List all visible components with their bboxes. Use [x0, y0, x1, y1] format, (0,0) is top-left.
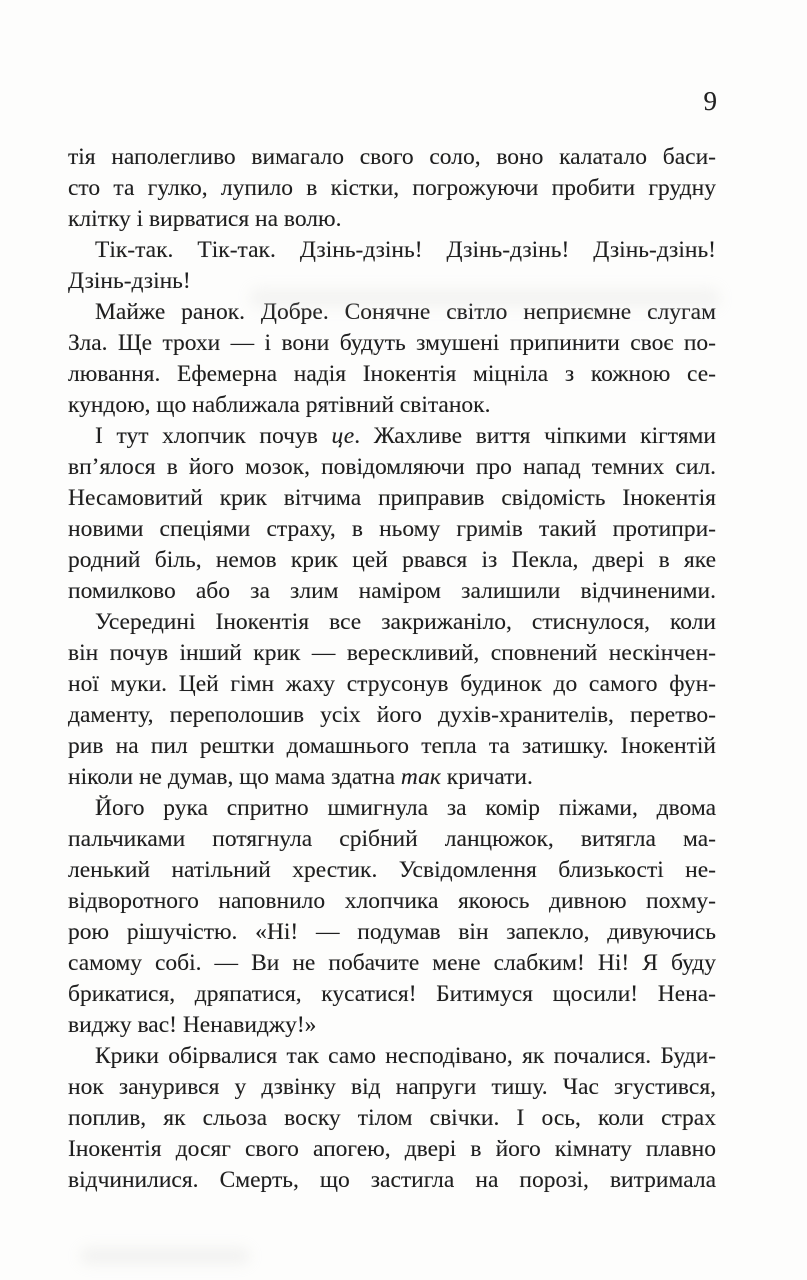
body-text — [68, 142, 716, 1196]
text-segment: Майже ранок. Добре. Сонячне світло неприємне слугам — [95, 299, 716, 325]
text-line — [68, 700, 716, 731]
text-segment: помилково або за злим наміром залишили відчиненими. — [68, 578, 716, 604]
text-line — [68, 328, 716, 359]
text-segment: тія наполегливо вимагало свого соло, воно калатало баси- — [68, 144, 716, 170]
text-line — [68, 886, 716, 917]
text-line — [68, 142, 716, 173]
scan-smudge — [80, 1248, 250, 1264]
text-segment: поплив, як сльоза воску тілом свічки. І ось, коли страх — [68, 1105, 716, 1131]
text-line — [68, 514, 716, 545]
text-segment: Тік-так. Тік-так. Дзінь-дзінь! Дзінь-дзінь! Дзінь-дзінь! — [95, 237, 716, 263]
text-segment: Зла. Ще трохи — і вони будуть змушені припинити своє по- — [68, 330, 716, 356]
text-line — [68, 762, 716, 793]
text-line — [68, 948, 716, 979]
text-segment: Несамовитий крик вітчима приправив свідомість Інокентія — [68, 485, 716, 511]
italic-text: це — [331, 423, 355, 449]
text-line — [68, 607, 716, 638]
text-line — [68, 1103, 716, 1134]
text-line — [68, 824, 716, 855]
text-line — [68, 1072, 716, 1103]
text-segment: даменту, переполошив усіх його духів-хранителів, перетво- — [68, 702, 716, 728]
text-line — [68, 173, 716, 204]
text-line — [68, 297, 716, 328]
text-line — [68, 359, 716, 390]
text-segment: кундою, що наближала рятівний світанок. — [68, 392, 491, 418]
text-segment: виджу вас! Ненавиджу!» — [68, 1012, 317, 1038]
text-segment: кричати. — [440, 764, 533, 790]
text-line — [68, 1010, 716, 1041]
text-segment: рою рішучістю. «Ні! — подумав він запекло, дивуючись — [68, 919, 716, 945]
text-line — [68, 1041, 716, 1072]
text-segment: відчинилися. Смерть, що застигла на порозі, витримала — [68, 1167, 716, 1193]
text-line — [68, 917, 716, 948]
text-line — [68, 266, 716, 297]
italic-text: так — [400, 764, 441, 790]
text-segment: Усередині Інокентія все закрижаніло, стиснулося, коли — [95, 609, 716, 635]
text-segment: брикатися, дряпатися, кусатися! Битимуся щосили! Нена- — [68, 981, 716, 1007]
text-line — [68, 421, 716, 452]
text-segment: нок занурився у дзвінку від напруги тишу. Час згустився, — [68, 1074, 716, 1100]
text-segment: . Жахливе виття чіпкими кігтями — [354, 423, 716, 449]
text-line — [68, 483, 716, 514]
text-line — [68, 979, 716, 1010]
text-segment: вп’ялося в його мозок, повідомляючи про напад темних сил. — [68, 454, 716, 480]
text-segment: клітку і вирватися на волю. — [68, 206, 342, 232]
text-segment: лювання. Ефемерна надія Інокентія міцніла з кожною се- — [68, 361, 716, 387]
text-line — [68, 731, 716, 762]
text-segment: рив на пил рештки домашнього тепла та затишку. Інокентій — [68, 733, 716, 759]
text-segment: Крики обірвалися так само несподівано, як почалися. Буди- — [95, 1043, 716, 1069]
text-line — [68, 855, 716, 886]
text-line — [68, 390, 716, 421]
text-segment: Його рука спритно шмигнула за комір піжами, двома — [95, 795, 716, 821]
text-segment: відворотного наповнило хлопчика якоюсь дивною похму- — [68, 888, 716, 914]
text-line — [68, 235, 716, 266]
text-segment: родний біль, немов крик цей рвався із Пекла, двері в яке — [68, 547, 716, 573]
text-segment: Інокентія досяг свого апогею, двері в його кімнату плавно — [68, 1136, 716, 1162]
text-segment: ної муки. Цей гімн жаху струсонув будинок до самого фун- — [68, 671, 716, 697]
text-line — [68, 452, 716, 483]
text-segment: самому собі. — Ви не побачите мене слабким! Ні! Я буду — [68, 950, 716, 976]
text-line — [68, 204, 716, 235]
text-line — [68, 1134, 716, 1165]
text-line — [68, 669, 716, 700]
text-line — [68, 793, 716, 824]
text-line — [68, 638, 716, 669]
text-line — [68, 545, 716, 576]
text-segment: пальчиками потягнула срібний ланцюжок, витягла ма- — [68, 826, 716, 852]
text-segment: Дзінь-дзінь! — [68, 268, 191, 294]
page-number: 9 — [703, 86, 717, 116]
text-line — [68, 576, 716, 607]
text-segment: сто та гулко, лупило в кістки, погрожуючи пробити грудну — [68, 175, 716, 201]
text-line — [68, 1165, 716, 1196]
text-segment: він почув інший крик — верескливий, сповнений нескінчен- — [68, 640, 716, 666]
text-segment: ніколи не думав, що мама здатна — [68, 764, 401, 790]
text-segment: І тут хлопчик почув — [95, 423, 332, 449]
text-segment: новими спеціями страху, в ньому гримів такий протипри- — [68, 516, 716, 542]
text-segment: ленький натільний хрестик. Усвідомлення близькості не- — [68, 857, 716, 883]
